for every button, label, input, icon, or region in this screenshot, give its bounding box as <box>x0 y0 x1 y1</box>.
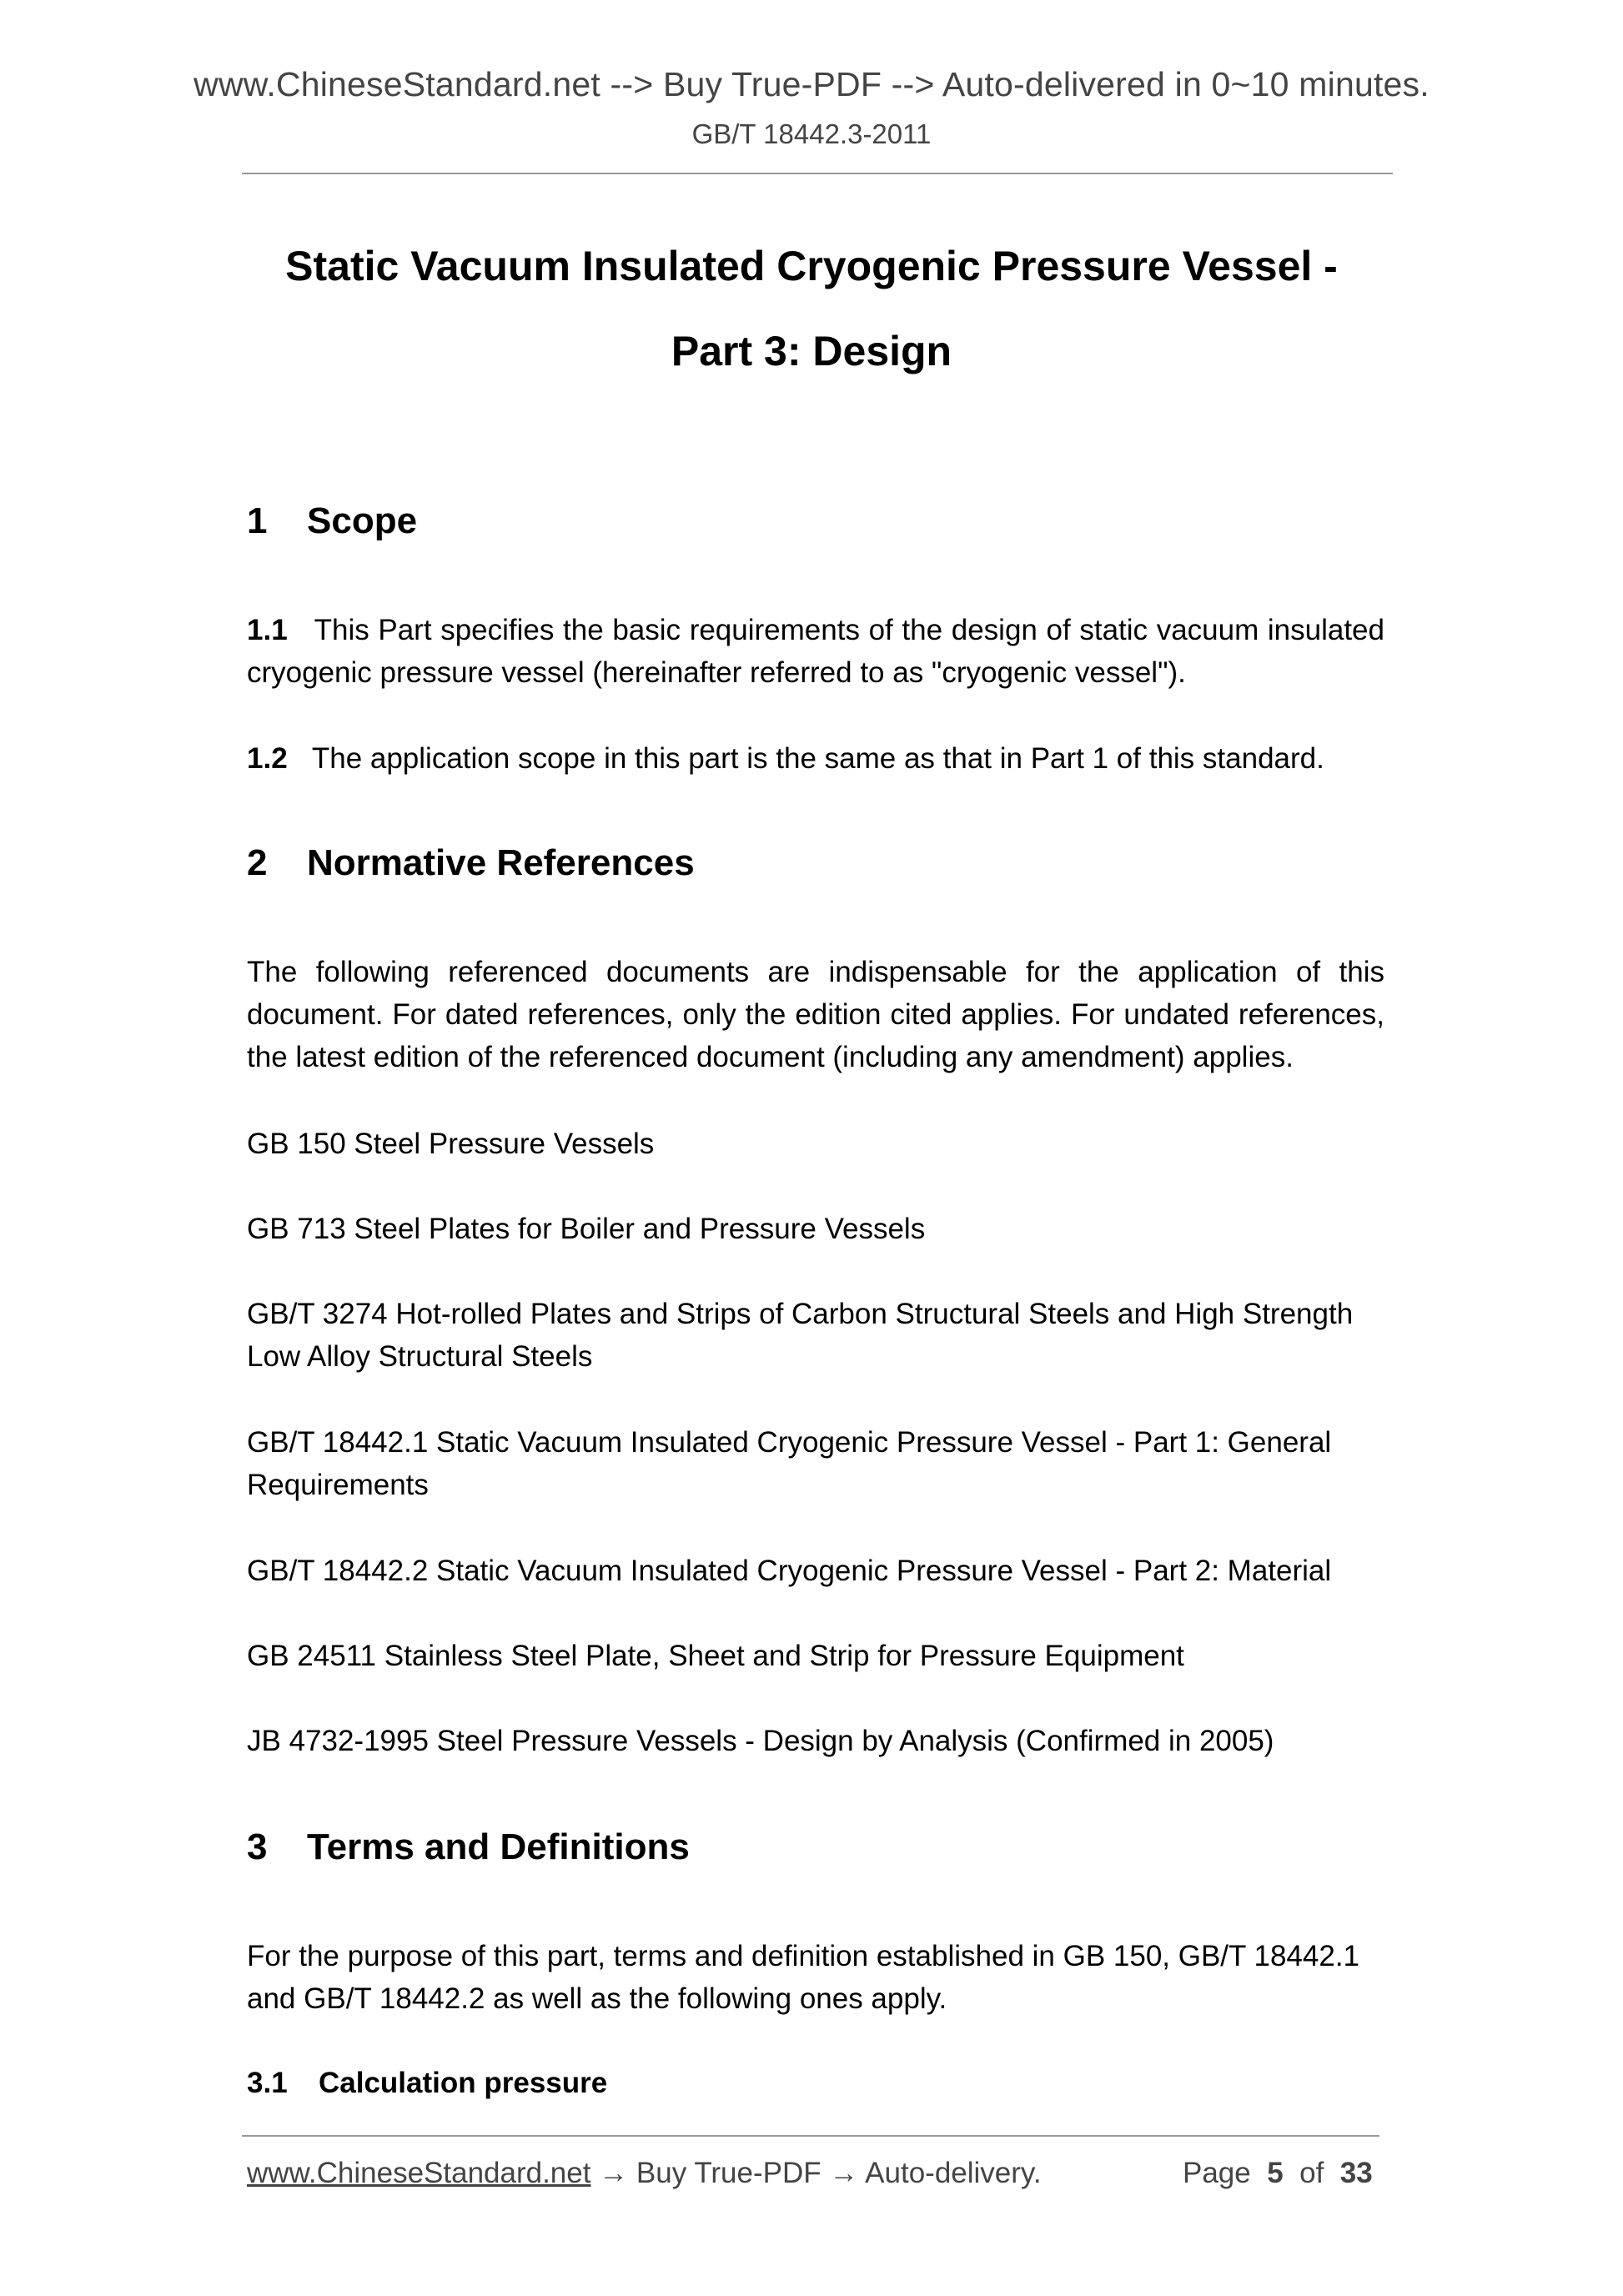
clause-text: The application scope in this part is the same as that in Part 1 of this standard. <box>311 742 1324 775</box>
reference-item: GB 713 Steel Plates for Boiler and Pressure Vessels <box>247 1213 926 1245</box>
section-number: 3 <box>247 1826 268 1867</box>
reference-item: GB 150 Steel Pressure Vessels <box>247 1128 655 1160</box>
section-number: 2 <box>247 842 268 883</box>
reference-item: GB/T 18442.2 Static Vacuum Insulated Cryogenic Pressure Vessel - Part 2: Material <box>247 1555 1332 1587</box>
section-2-heading <box>247 842 695 884</box>
subsection-title: Calculation pressure <box>319 2067 608 2099</box>
clause-number: 1.2 <box>247 742 288 775</box>
reference-item: GB/T 18442.1 Static Vacuum Insulated Cryogenic Pressure Vessel - Part 1: General Requirements <box>247 1426 1332 1501</box>
section-1-heading <box>247 500 417 542</box>
page-indicator <box>1183 2157 1373 2190</box>
footer-tagline: → Buy True-PDF → Auto-delivery. <box>590 2157 1042 2189</box>
footer-promo <box>247 2157 1042 2190</box>
page-total: 33 <box>1339 2157 1373 2189</box>
document-title-line-1: Static Vacuum Insulated Cryogenic Pressure Vessel - <box>285 243 1338 289</box>
clause-1-1 <box>247 609 1384 694</box>
page-number: 5 <box>1267 2157 1284 2189</box>
page-word: Page <box>1183 2157 1251 2189</box>
subsection-3-1-heading <box>247 2067 607 2100</box>
of-word: of <box>1299 2157 1324 2189</box>
header-banner: www.ChineseStandard.net --> Buy True-PDF --> Auto-delivered in 0~10 minutes. <box>193 65 1430 103</box>
section-3-intro: For the purpose of this part, terms and definition established in GB 150, GB/T 18442.1 and GB/T 18442.2 as well as the following ones apply. <box>247 1940 1360 2015</box>
section-title: Scope <box>307 500 418 541</box>
clause-number: 1.1 <box>247 614 288 646</box>
reference-item: GB/T 3274 Hot-rolled Plates and Strips of Carbon Structural Steels and High Strength Low Alloy Structural Steels <box>247 1298 1354 1373</box>
reference-item: GB 24511 Stainless Steel Plate, Sheet and Strip for Pressure Equipment <box>247 1640 1184 1672</box>
document-title-line-2: Part 3: Design <box>671 328 952 374</box>
section-2-intro: The following referenced documents are indispensable for the application of this document. For dated references, only the edition cited applies. For undated references, the latest edition of the referenced document (including any amendment) applies. <box>247 956 1384 1073</box>
subsection-number: 3.1 <box>247 2067 288 2099</box>
section-title: Normative References <box>307 842 695 883</box>
footer-divider <box>242 2135 1379 2137</box>
section-number: 1 <box>247 500 268 541</box>
section-3-heading <box>247 1826 690 1868</box>
document-id: GB/T 18442.3-2011 <box>691 118 932 149</box>
section-title: Terms and Definitions <box>307 1826 690 1867</box>
clause-1-2 <box>247 737 1384 780</box>
footer-site-link[interactable]: www.ChineseStandard.net <box>247 2157 591 2189</box>
clause-text: This Part specifies the basic requirements of the design of static vacuum insulated cryogenic pressure vessel (hereinafter referred to as "cryogenic vessel"). <box>247 614 1384 689</box>
reference-item: JB 4732-1995 Steel Pressure Vessels - Design by Analysis (Confirmed in 2005) <box>247 1725 1274 1757</box>
header-divider <box>242 173 1393 174</box>
